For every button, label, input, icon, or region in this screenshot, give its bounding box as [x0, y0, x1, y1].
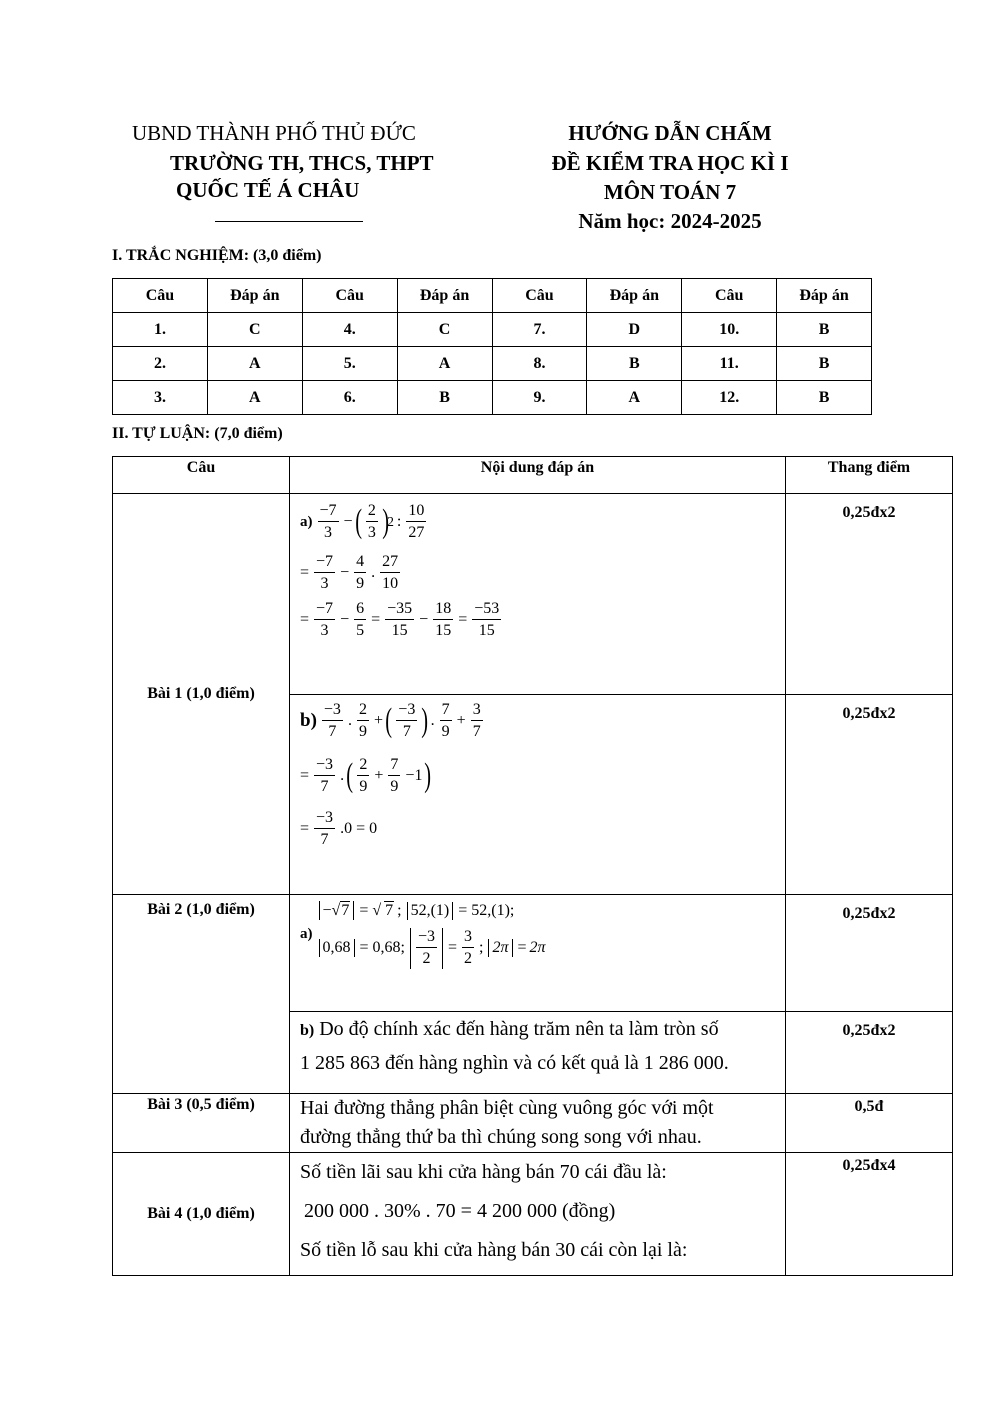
- solution-cell: [290, 1012, 786, 1094]
- math-line: = −7 3 − 6 5 = −35 15 − 18 15 = −53 15: [300, 599, 500, 639]
- solution-cell: [290, 695, 786, 895]
- solution-cell: [290, 1094, 786, 1153]
- exercise-label: Bài 3 (0,5 điểm): [113, 1094, 290, 1153]
- section-essay-title: II. TỰ LUẬN: (7,0 điểm): [112, 425, 283, 442]
- score-cell: 0,25đx2: [786, 895, 953, 1012]
- exercise-label: Bài 4 (1,0 điểm): [113, 1153, 290, 1276]
- header-school-line2: QUỐC TẾ Á CHÂU: [176, 178, 360, 202]
- table-header-cell: Đáp án: [587, 279, 682, 313]
- table-cell: 4.: [302, 313, 397, 347]
- math-line: = −3 7 . ( 2 9 + 7 9 −1 ): [300, 755, 432, 796]
- table-cell: A: [397, 347, 492, 381]
- table-header-cell: Đáp án: [207, 279, 302, 313]
- table-row: [113, 895, 953, 1012]
- score-cell: 0,25đx2: [786, 494, 953, 695]
- math-line: 0,68 = 0,68; −3 2 = 3 2 ; 2π = 2π: [317, 928, 546, 969]
- table-row: [113, 1094, 953, 1153]
- table-cell: 7.: [492, 313, 587, 347]
- doc-school-year: Năm học: 2024-2025: [578, 209, 762, 233]
- solution-cell: [290, 895, 786, 1012]
- solution-text: [300, 1012, 775, 1046]
- math-line: = −7 3 − 4 9 . 27 10: [300, 552, 399, 593]
- table-cell: 6.: [302, 381, 397, 415]
- section-multiple-choice-title: I. TRẮC NGHIỆM: (3,0 điểm): [112, 247, 322, 264]
- multiple-choice-answer-table: [112, 278, 872, 415]
- solution-text-line: Số tiền lãi sau khi cửa hàng bán 70 cái đầu là:: [300, 1161, 667, 1183]
- table-header-cell: Nội dung đáp án: [290, 457, 786, 494]
- math-line: = −3 7 .0 = 0: [300, 808, 378, 848]
- table-cell: 11.: [682, 347, 777, 381]
- table-header-cell: Câu: [682, 279, 777, 313]
- table-row: [113, 494, 953, 695]
- table-row: [113, 381, 872, 415]
- table-row: [113, 313, 872, 347]
- table-header-cell: Thang điểm: [786, 457, 953, 494]
- header-divider: [215, 221, 363, 222]
- table-header-row: [113, 457, 953, 494]
- table-header-cell: Câu: [113, 279, 208, 313]
- score-cell: 0,25đx2: [786, 695, 953, 895]
- table-cell: 3.: [113, 381, 208, 415]
- table-cell: 8.: [492, 347, 587, 381]
- table-cell: A: [587, 381, 682, 415]
- solution-text-line: 200 000 . 30% . 70 = 4 200 000 (đồng): [304, 1200, 616, 1222]
- table-cell: 12.: [682, 381, 777, 415]
- table-cell: 10.: [682, 313, 777, 347]
- math-line: −√ 7 = √ 7 ; 52,(1) = 52,(1);: [317, 901, 546, 920]
- solution-text-line: 1 285 863 đến hàng nghìn và có kết quả là 1 286 000.: [300, 1052, 729, 1074]
- exercise-label: Bài 1 (1,0 điểm): [113, 494, 290, 895]
- table-cell: B: [777, 381, 872, 415]
- part-label: a): [300, 926, 313, 943]
- table-header-cell: Câu: [113, 457, 290, 494]
- table-cell: C: [397, 313, 492, 347]
- table-cell: 2.: [113, 347, 208, 381]
- table-header-cell: Câu: [302, 279, 397, 313]
- table-cell: B: [777, 347, 872, 381]
- solution-text-line: Hai đường thẳng phân biệt cùng vuông góc với một: [300, 1097, 714, 1119]
- table-header-row: [113, 279, 872, 313]
- math-line: b) −3 7 . 2 9 + ( −3 7 ) . 7 9 + 3 7: [300, 701, 481, 741]
- table-cell: D: [587, 313, 682, 347]
- table-header-cell: Đáp án: [397, 279, 492, 313]
- table-cell: 9.: [492, 381, 587, 415]
- solution-cell: [290, 1153, 786, 1276]
- header-district: UBND THÀNH PHỐ THỦ ĐỨC: [132, 121, 416, 145]
- solution-text-line: đường thẳng thứ ba thì chúng song song với nhau.: [300, 1126, 702, 1148]
- table-row: [113, 1153, 953, 1276]
- table-header-cell: Đáp án: [777, 279, 872, 313]
- table-cell: B: [397, 381, 492, 415]
- solution-cell: [290, 494, 786, 695]
- essay-answer-table: [112, 456, 953, 1276]
- table-cell: B: [587, 347, 682, 381]
- solution-text-line: Số tiền lỗ sau khi cửa hàng bán 30 cái còn lại là:: [300, 1239, 688, 1261]
- table-cell: 1.: [113, 313, 208, 347]
- math-line: a) −7 3 − ( 2 3 ) 2 : 10 27: [300, 502, 425, 542]
- doc-subject: MÔN TOÁN 7: [603, 180, 737, 204]
- score-cell: 0,25đx2: [786, 1012, 953, 1094]
- table-cell: C: [207, 313, 302, 347]
- table-cell: B: [777, 313, 872, 347]
- part-label: b): [300, 710, 317, 732]
- score-cell: 0,25đx4: [786, 1153, 953, 1276]
- table-cell: A: [207, 347, 302, 381]
- table-cell: A: [207, 381, 302, 415]
- table-header-cell: Câu: [492, 279, 587, 313]
- doc-title: HƯỚNG DẪN CHẤM: [568, 121, 772, 145]
- exercise-label: Bài 2 (1,0 điểm): [113, 895, 290, 1094]
- table-row: [113, 347, 872, 381]
- score-cell: 0,5đ: [786, 1094, 953, 1153]
- part-label: b): [300, 1022, 315, 1039]
- table-cell: 5.: [302, 347, 397, 381]
- solution-text-line: Do độ chính xác đến hàng trăm nên ta làm tròn số: [319, 1018, 719, 1040]
- doc-subtitle: ĐỀ KIỂM TRA HỌC KÌ I: [551, 151, 789, 175]
- header-school-line1: TRƯỜNG TH, THCS, THPT: [170, 151, 434, 175]
- part-label: a): [300, 513, 313, 530]
